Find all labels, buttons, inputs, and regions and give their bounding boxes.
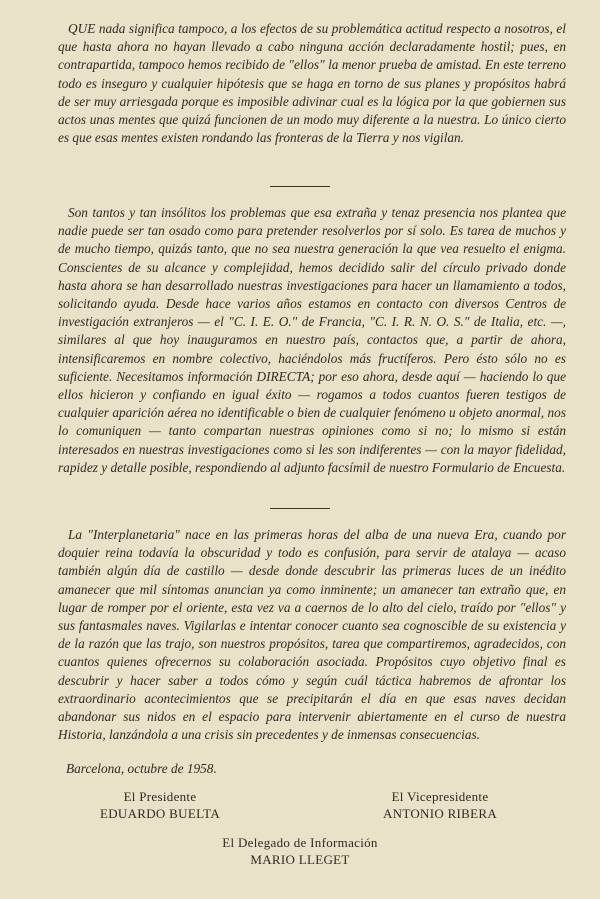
paragraph-3: La "Interplanetaria" nace en las primeras horas del alba de una nueva Era, cuando por doquier reina todavía la obscuridad y todo es confusión, para servir de atalaya — acaso también algún día de castillo — desde donde descubrir las primeras luces de un inédito amanecer que mil síntomas anuncian ya como inminente; un amanecer tan extraño que, en lugar de romper por el oriente, esta vez va a caernos de lo alto del cielo, traído por "ellos" y sus fantasmales naves. Vigilarlas e intentar conocer cuanto sea cognoscible de su existencia y de la razón que las trajo, son nuestros propósitos, tarea que compartiremos, agradecidos, con cuantos quienes ofrecernos su colaboración asociada. Propósitos cuyo objetivo final es descubrir y hacer saber a todos cómo y según cuál táctica habremos de afrontar los extraordinario acontecimientos que se precipitarán el día en que esas naves decidan abandonar sus nidos en el espacio para intervenir abiertamente en el curso de nuestra Historia, lanzándola a una crisis sin precedentes y de inmensas consecuencias. (58, 527, 566, 743)
signature-delegate (200, 834, 400, 868)
paragraph-1: QUE nada significa tampoco, a los efectos de su problemática actitud respecto a nosotros, el que hasta ahora no hayan llevado a cabo ninguna acción declaradamente hostil; pues, en contrapartida, tampoco hemos recibido de "ellos" la menor prueba de amistad. En este terreno todo es inseguro y cualquier hipótesis que se haga en torno de sus planes y propósitos habrá de ser muy arriesgada porque es imposible adivinar cual es la lógica por la que gobiernen sus actos unas mentes que quizá funcionen de un modo muy diferente a la nuestra. Lo único cierto es que esas mentes existen rondando las fronteras de la Tierra y nos vigilan. (58, 21, 566, 146)
date-line: Barcelona, octubre de 1958. (66, 761, 217, 776)
signature-president (60, 788, 260, 822)
president-title: El Presidente (123, 789, 197, 804)
paragraph-2: Son tantos y tan insólitos los problemas que esa extraña y tenaz presencia nos plantea que nadie puede ser tan osado como para pretender resolverlos por sí solo. Es tarea de muchos y de mucho tiempo, quizás tanto, que no sea nuestra generación la que vea resuelto el enigma. Conscientes de su alcance y complejidad, hemos decidido salir del círculo privado donde hasta ahora se han desarrollado nuestras investigaciones para hacer un llamamiento a todos, solicitando ayuda. Desde hace varios años estamos en contacto con diversos Centros de investigación extranjeros — el "C. I. E. O." de Francia, "C. I. R. N. O. S." de Italia, etc. —, similares al que hoy inauguramos en nuestro país, contactos que, a partir de ahora, intensificaremos en nombre colectivo, haciéndolos más fructíferos. Pero ésto sólo no es suficiente. Necesitamos información DIRECTA; por eso ahora, desde aquí — haciendo lo que ellos hicieron y confiando en igual éxito — rogamos a todos cuantos fueren testigos de cualquier aparición aérea no identificable o bien de cualquier fenómeno u objeto anormal, nos lo comuniquen — tanto compartan nuestras opiniones como si no; lo mismo si están interesados en nuestras investigaciones como si les son indiferentes — con la mayor fidelidad, rapidez y detalle posible, respondiendo al adjunto facsímil de nuestro Formulario de Encuesta. (58, 205, 566, 475)
delegate-name: MARIO LLEGET (250, 852, 350, 867)
delegate-title: El Delegado de Información (222, 835, 378, 850)
president-name: EDUARDO BUELTA (99, 806, 221, 821)
section-divider-1 (270, 186, 330, 187)
section-divider-2 (270, 508, 330, 509)
signature-vicepresident (340, 788, 540, 822)
vicepresident-title: El Vicepresidente (391, 789, 489, 804)
vicepresident-name: ANTONIO RIBERA (382, 806, 498, 821)
